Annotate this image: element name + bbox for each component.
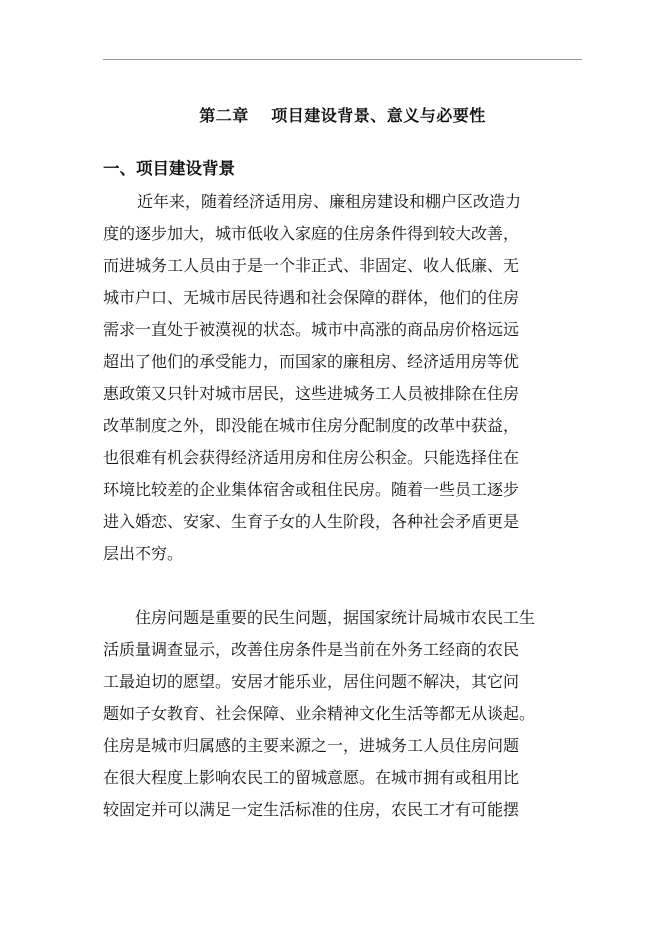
paragraph-line: 需求一直处于被漠视的状态。城市中高涨的商品房价格远远 bbox=[103, 320, 520, 339]
paragraph-line: 在很大程度上影响农民工的留城意愿。在城市拥有或租用比 bbox=[103, 768, 520, 787]
paragraph-1 bbox=[103, 186, 583, 570]
paragraph-line: 改革制度之外，即没能在城市住房分配制度的改革中获益， bbox=[103, 416, 520, 435]
paragraph-line: 也很难有机会获得经济适用房和住房公积金。只能选择住在 bbox=[103, 448, 520, 467]
paragraph-line: 环境比较差的企业集体宿舍或租住民房。随着一些员工逐步 bbox=[103, 480, 520, 499]
chapter-title: 第二章 项目建设背景、意义与必要性 bbox=[199, 106, 486, 125]
paragraph-2 bbox=[103, 602, 583, 826]
paragraph-line: 题如子女教育、社会保障、业余精神文化生活等都无从谈起。 bbox=[103, 704, 536, 723]
paragraph-line: 层出不穷。 bbox=[103, 544, 184, 563]
paragraph-line: 惠政策又只针对城市居民，这些进城务工人员被排除在住房 bbox=[103, 384, 520, 403]
paragraph-line: 住房是城市归属感的主要来源之一，进城务工人员住房问题 bbox=[103, 736, 520, 755]
paragraph-line: 活质量调查显示，改善住房条件是当前在外务工经商的农民 bbox=[103, 640, 520, 659]
header-rule bbox=[103, 59, 582, 60]
paragraph-line: 近年来，随着经济适用房、廉租房建设和棚户区改造力 bbox=[137, 192, 522, 211]
paragraph-line: 工最迫切的愿望。安居才能乐业，居住问题不解决，其它问 bbox=[103, 672, 520, 691]
paragraph-line: 进入婚恋、安家、生育子女的人生阶段，各种社会矛盾更是 bbox=[103, 512, 520, 531]
paragraph-line: 住房问题是重要的民生问题，据国家统计局城市农民工生 bbox=[135, 608, 536, 627]
paragraph-line: 较固定并可以满足一定生活标准的住房，农民工才有可能摆 bbox=[103, 800, 520, 819]
paragraph-line: 度的逐步加大，城市低收入家庭的住房条件得到较大改善， bbox=[103, 224, 520, 243]
section-heading: 一、项目建设背景 bbox=[103, 159, 235, 178]
paragraph-line: 超出了他们的承受能力，而国家的廉租房、经济适用房等优 bbox=[103, 352, 520, 371]
paragraph-line: 城市户口、无城市居民待遇和社会保障的群体，他们的住房 bbox=[103, 288, 520, 307]
paragraph-line: 而进城务工人员由于是一个非正式、非固定、收人低廉、无 bbox=[103, 256, 520, 275]
